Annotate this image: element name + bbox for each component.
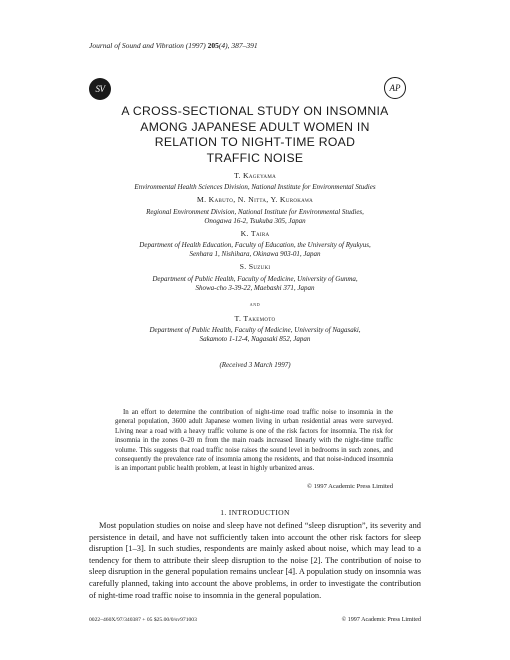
received-date: (Received 3 March 1997) [219, 361, 291, 369]
academic-press-logo [384, 77, 406, 99]
author-name: T. Takemoto [234, 314, 276, 323]
author-name: T. Kageyama [233, 171, 276, 180]
journal-volume: 205 [207, 41, 219, 50]
footer-copyright: © 1997 Academic Press Limited [341, 617, 421, 623]
author-name: S. Suzuki [239, 262, 271, 271]
title-line-2: AMONG JAPANESE ADULT WOMEN IN [140, 119, 370, 134]
journal-citation [89, 41, 258, 50]
ap-logo-text: AP [389, 83, 401, 93]
journal-year: (1997) [185, 41, 206, 50]
title-line-1: A CROSS-SECTIONAL STUDY ON INSOMNIA [121, 104, 389, 118]
author-affiliation: Onogawa 16-2, Tsukuba 305, Japan [204, 217, 306, 225]
abstract-copyright: © 1997 Academic Press Limited [307, 483, 393, 490]
sv-publisher-logo [89, 78, 111, 100]
author-affiliation: Regional Environment Division, National Institute for Environmental Studies, [146, 208, 364, 216]
introduction-paragraph: Most population studies on noise and sleep have not defined “sleep disruption”, its severity and persistence in detail, and have not sufficiently taken into account the other risk factors for sleep disruption [1–3]. In such studies, respondents are mainly asked about noise, which may lead to a tendency for them to attribute their sleep disruption to the noise [2]. The contribution of noise to sleep disruption in the general population remains unclear [4]. A population study on insomnia was carefully planned, taking into account the above problems, in order to investigate the contribution of night-time road traffic noise to insomnia in the general population. [89, 521, 421, 600]
author-affiliation: Department of Public Health, Faculty of Medicine, University of Gunma, [152, 275, 358, 283]
author-affiliation: Department of Health Education, Faculty of Education, the University of Ryukyus, [139, 241, 371, 249]
title-line-3: RELATION TO NIGHT-TIME ROAD [154, 135, 356, 149]
author-affiliation: Senhara 1, Nishihara, Okinawa 903-01, Japan [189, 250, 321, 258]
author-affiliation: Sakamoto 1-12-4, Nagasaki 852, Japan [199, 335, 311, 343]
journal-name: Journal of Sound and Vibration [89, 41, 184, 50]
author-name: M. Kabuto, N. Nitta, Y. Kurokawa [196, 195, 314, 204]
author-name: K. Taira [240, 229, 270, 238]
footer-code: 0022–460X/97/340387 + 05 $25.00/0/sv971003 [89, 617, 197, 623]
author-affiliation: Showa-cho 3-39-22, Maebashi 371, Japan [195, 284, 315, 292]
and-separator: and [249, 302, 261, 308]
title-line-4: TRAFFIC NOISE [206, 150, 304, 165]
paper-title [60, 104, 450, 166]
abstract: In an effort to determine the contribution of night-time road traffic noise to insomnia in the general population, 3600 adult Japanese women living in urban residential areas were surveyed. Living near a road with a heavy traffic volume is one of the risk factors for insomnia. The risk for insomnia in the zones 0–20 m from the main roads increased linearly with the night-time traffic volume. This suggests that road traffic noise raises the sound level in bedrooms in such zones, and consequently the prevalence rate of insomnia among the residents, and that noise-induced insomnia is an important public health problem, at least in highly urbanized areas. [115, 409, 393, 473]
author-affiliation: Environmental Health Sciences Division, National Institute for Environmental Studies [134, 183, 376, 191]
author-affiliation: Department of Public Health, Faculty of Medicine, University of Nagasaki, [149, 326, 361, 334]
section-heading: 1. INTRODUCTION [220, 508, 290, 517]
sv-logo-text: SV [95, 84, 105, 94]
journal-issue-pages: (4), 387–391 [218, 41, 258, 50]
